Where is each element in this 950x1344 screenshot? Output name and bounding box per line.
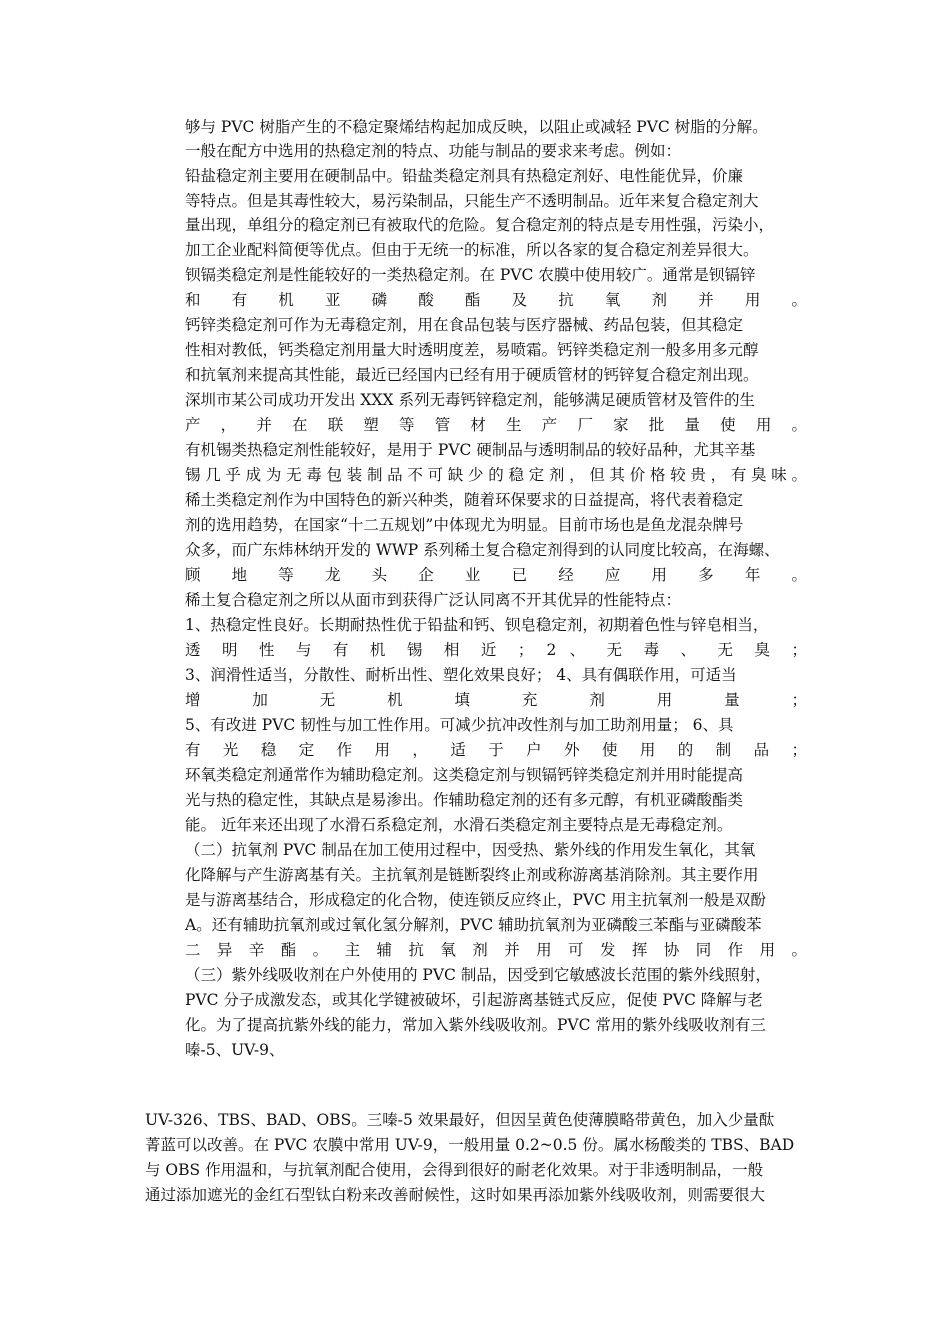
text-line: 量出现，单组分的稳定剂已有被取代的危险。复合稳定剂的特点是专用性强，污染小，: [185, 216, 775, 234]
text-line: 性相对教低，钙类稳定剂用量大时透明度差，易喷霜。钙锌类稳定剂一般多用多元醇: [185, 341, 759, 359]
text-line: 和抗氧剂来提高其性能，最近已经国内已经有用于硬质管材的钙锌复合稳定剂出现。: [185, 366, 759, 384]
text-line: UV-326、TBS、BAD、OBS。三嗪-5 效果最好，但因呈黄色使薄膜略带黄色，加入少量酞: [145, 1111, 775, 1129]
text-line: 5、有改进 PVC 韧性与加工性作用。可减少抗冲改性剂与加工助剂用量； 6、具: [185, 716, 734, 734]
text-line: 通过添加遮光的金红石型钛白粉来改善耐候性，这时如果再添加紫外线吸收剂，则需要很大: [145, 1186, 766, 1204]
text-line: 有机锡类热稳定剂性能较好，是用于 PVC 硬制品与透明制品的较好品种，尤其辛基: [185, 441, 756, 459]
text-line: PVC 分子成激发态，或其化学键被破坏，引起游离基链式反应，促使 PVC 降解与老: [185, 991, 763, 1009]
text-line: （三）紫外线吸收剂在户外使用的 PVC 制品，因受到它敏感波长范围的紫外线照射，: [185, 966, 771, 984]
text-line: 剂的选用趋势，在国家“十二五规划”中体现尤为明显。目前市场也是鱼龙混杂牌号: [185, 516, 744, 534]
text-line: A。还有辅助抗氧剂或过氧化氢分解剂，PVC 辅助抗氧剂为亚磷酸三苯酯与亚磷酸苯: [185, 916, 762, 934]
text-line: 铅盐稳定剂主要用在硬制品中。铅盐类稳定剂具有热稳定剂好、电性能优异，价廉: [185, 167, 744, 185]
text-line: 透 明 性 与 有 机 锡 相 近 ； 2 、 无 毒 、 无 臭 ；: [185, 641, 807, 659]
text-line: 化降解与产生游离基有关。主抗氧剂是链断裂终止剂或称游离基消除剂。其主要作用: [185, 866, 759, 884]
text-line: 1、热稳定性良好。长期耐热性优于铅盐和钙、钡皂稳定剂，初期着色性与锌皂相当，: [185, 616, 769, 634]
text-line: 与 OBS 作用温和，与抗氧剂配合使用，会得到很好的耐老化效果。对于非透明制品，一般: [145, 1161, 764, 1179]
text-line: 钡镉类稳定剂是性能较好的一类热稳定剂。在 PVC 农膜中使用较广。通常是钡镉锌: [185, 266, 756, 284]
text-line: 3、润滑性适当，分散性、耐析出性、塑化效果良好； 4、具有偶联作用，可适当: [185, 666, 737, 684]
text-line: 稀土复合稳定剂之所以从面市到获得广泛认同离不开其优异的性能特点：: [185, 591, 682, 609]
text-line: 增 加 无 机 填 充 剂 用 量 ；: [185, 691, 807, 709]
text-line: 稀土类稳定剂作为中国特色的新兴种类，随着环保要求的日益提高，将代表着稳定: [185, 491, 744, 509]
text-line: 钙锌类稳定剂可作为无毒稳定剂，用在食品包装与医疗器械、药品包装，但其稳定: [185, 316, 744, 334]
text-line: 产 ， 并 在 联 塑 等 管 材 生 产 厂 家 批 量 使 用 。: [185, 416, 807, 434]
text-line: 二 异 辛 酯 。 主 辅 抗 氧 剂 并 用 可 发 挥 协 同 作 用 。: [185, 941, 807, 959]
text-line: 化。为了提高抗紫外线的能力，常加入紫外线吸收剂。PVC 常用的紫外线吸收剂有三: [185, 1016, 766, 1034]
text-line: 众多，而广东炜林纳开发的 WWP 系列稀土复合稳定剂得到的认同度比较高，在海螺、: [185, 541, 780, 559]
text-line: 锡几乎成为无毒包装制品不可缺少的稳定剂，但其价格较贵，有臭味。: [185, 466, 807, 484]
text-line: 加工企业配料简便等优点。但由于无统一的标准，所以各家的复合稳定剂差异很大。: [185, 241, 759, 259]
text-line: 和 有 机 亚 磷 酸 酯 及 抗 氧 剂 并 用 。: [185, 291, 807, 309]
text-line: 有 光 稳 定 作 用 ， 适 于 户 外 使 用 的 制 品 ；: [185, 741, 807, 759]
text-line: 嗪-5、UV-9、: [185, 1041, 285, 1059]
text-line: 环氧类稳定剂通常作为辅助稳定剂。这类稳定剂与钡镉钙锌类稳定剂并用时能提高: [185, 766, 744, 784]
text-line: 等特点。但是其毒性较大，易污染制品，只能生产不透明制品。近年来复合稳定剂大: [185, 192, 759, 210]
text-line: 顾 地 等 龙 头 企 业 已 经 应 用 多 年 。: [185, 566, 807, 584]
text-line: 是与游离基结合，形成稳定的化合物，使连锁反应终止，PVC 用主抗氧剂一般是双酚: [185, 891, 766, 909]
text-line: 光与热的稳定性，其缺点是易渗出。作辅助稳定剂的还有多元醇，有机亚磷酸酯类: [185, 791, 744, 809]
text-line: 菁蓝可以改善。在 PVC 农膜中常用 UV-9，一般用量 0.2~0.5 份。属水杨酸类的 TBS、BAD: [145, 1136, 795, 1154]
text-line: 一般在配方中选用的热稳定剂的特点、功能与制品的要求来考虑。例如：: [185, 142, 682, 160]
text-line: 深圳市某公司成功开发出 XXX 系列无毒钙锌稳定剂，能够满足硬质管材及管件的生: [185, 391, 755, 409]
text-line: 能。 近年来还出现了水滑石系稳定剂，水滑石类稳定剂主要特点是无毒稳定剂。: [185, 816, 733, 834]
text-line: （二）抗氧剂 PVC 制品在加工使用过程中，因受热、紫外线的作用发生氧化，其氧: [185, 841, 756, 859]
text-line: 够与 PVC 树脂产生的不稳定聚烯结构起加成反映，以阻止或减轻 PVC 树脂的分解。: [185, 118, 768, 136]
